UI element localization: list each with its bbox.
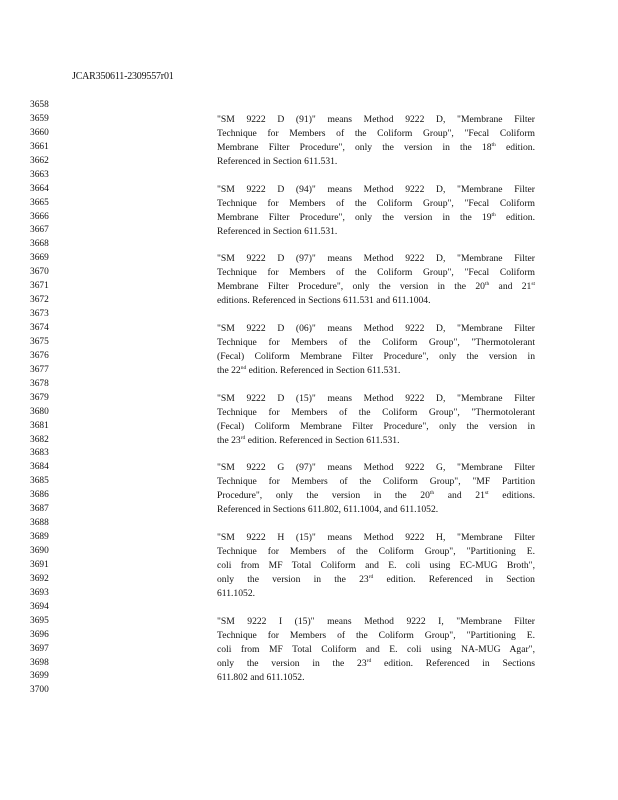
line-number: 3665 [30,197,49,208]
line-text: edition. Referenced in Sections [371,657,535,669]
line-text: Membrane Filter Procedure", only the version in the 20 [217,281,485,293]
line-text: Membrane Filter Procedure", only the version in the 18 [217,141,492,153]
definition-entry [217,615,535,685]
line-number: 3678 [30,378,49,389]
line-text: edition. Referenced in Section 611.531. [246,364,401,376]
definition-entry [217,392,535,448]
line-number: 3699 [30,671,49,682]
line-number: 3659 [30,113,49,124]
definition-line: Technique for Members of the Coliform Group", "Fecal Coliform [217,197,535,209]
line-number: 3672 [30,295,49,306]
line-number: 3691 [30,559,49,570]
ordinal-suffix: th [429,490,435,497]
line-text: only the version in the 23 [217,573,369,585]
definition-line [217,211,535,225]
definition-entry [217,322,535,378]
line-number: 3660 [30,127,49,138]
line-text: edition. Referenced in Section 611.531. [245,434,400,446]
ordinal-suffix: st [531,281,536,288]
line-number: 3683 [30,448,49,459]
line-text: editions. [488,490,535,502]
definition-line: 611.802 and 611.1052. [217,671,305,683]
definition-line: Technique for Members of the Coliform Group", "MF Partition [217,476,535,488]
ordinal-suffix: th [491,141,496,148]
line-number: 3688 [30,518,49,529]
definition-line: "SM 9222 G (97)" means Method 9222 G, "Membrane Filter [217,462,535,474]
line-number: 3677 [30,364,49,375]
definition-line: "SM 9222 D (15)" means Method 9222 D, "Membrane Filter [217,392,535,404]
line-text: edition. Referenced in Section [373,573,535,585]
definition-line [217,141,535,155]
definition-line: "SM 9222 D (94)" means Method 9222 D, "Membrane Filter [217,183,535,195]
line-number: 3679 [30,392,49,403]
line-number: 3676 [30,350,49,361]
line-text: and 21 [434,490,485,502]
definition-line: "SM 9222 D (91)" means Method 9222 D, "Membrane Filter [217,114,535,125]
definition-line: (Fecal) Coliform Membrane Filter Procedure", only the version in [217,420,535,432]
line-number: 3698 [30,657,49,668]
definitions-body [217,113,535,698]
ordinal-suffix: rd [366,657,372,664]
definition-line: Referenced in Section 611.531. [217,155,338,167]
line-number: 3682 [30,434,49,445]
line-number: 3700 [30,685,49,696]
ordinal-suffix: rd [240,434,246,441]
definition-line: "SM 9222 I (15)" means Method 9222 I, "Membrane Filter [217,615,535,627]
definition-line: editions. Referenced in Sections 611.531 and 611.1004. [217,295,431,307]
definition-line: Referenced in Section 611.531. [217,225,338,237]
line-text: only the version in the 23 [217,657,367,669]
definition-entry [217,183,535,239]
line-number: 3686 [30,490,49,501]
line-text: edition. [495,211,535,223]
definition-line: Technique for Members of the Coliform Group", "Thermotolerant [217,337,535,348]
line-text: the 22 [217,364,241,376]
line-number: 3658 [30,100,49,110]
definition-line: coli from MF Total Coliform and E. coli using EC-MUG Broth", [217,560,535,571]
document-id-header: JCAR350611-2309557r01 [72,71,174,82]
line-text: and 21 [489,281,532,293]
line-number: 3666 [30,211,49,222]
line-number: 3685 [30,476,49,487]
definition-entry [217,531,535,601]
definition-line [217,434,535,448]
definition-entry [217,461,535,517]
definition-entry [217,252,535,308]
line-text: Procedure", only the version in the 20 [217,490,430,502]
line-number: 3669 [30,253,49,264]
definition-line [217,489,535,503]
definition-line: Referenced in Sections 611.802, 611.1004, and 611.1052. [217,504,439,516]
line-number: 3671 [30,281,49,292]
line-text: Membrane Filter Procedure", only the version in the 19 [217,211,492,223]
definition-line: Technique for Members of the Coliform Group", "Thermotolerant [217,406,535,418]
line-number: 3696 [30,629,49,640]
line-number: 3663 [30,169,49,180]
line-text: edition. [495,141,535,153]
ordinal-suffix: th [491,211,496,218]
ordinal-suffix: rd [368,573,374,580]
definition-line [217,657,535,671]
ordinal-suffix: nd [240,364,247,371]
line-number: 3697 [30,643,49,654]
line-number: 3680 [30,406,49,417]
definition-line [217,364,535,378]
line-number: 3689 [30,532,49,543]
line-number: 3661 [30,141,49,152]
line-number: 3674 [30,323,49,333]
line-number: 3662 [30,155,49,166]
definition-line [217,280,535,294]
definition-line [217,573,535,587]
definition-entry [217,113,535,169]
definition-line: Technique for Members of the Coliform Group", "Partitioning E. [217,629,535,641]
line-number: 3681 [30,420,49,431]
line-number: 3670 [30,267,49,278]
line-number: 3695 [30,615,49,626]
definition-line: Technique for Members of the Coliform Group", "Fecal Coliform [217,127,535,139]
line-number: 3690 [30,546,49,556]
line-number: 3664 [30,183,49,194]
ordinal-suffix: th [484,281,490,288]
line-number: 3694 [30,601,49,612]
definition-line: "SM 9222 D (97)" means Method 9222 D, "Membrane Filter [217,253,535,265]
line-number: 3667 [30,225,49,236]
line-number: 3693 [30,587,49,598]
definition-line: Technique for Members of the Coliform Group", "Partitioning E. [217,546,535,558]
definition-line: "SM 9222 H (15)" means Method 9222 H, "Membrane Filter [217,532,535,544]
definition-line: 611.1052. [217,587,256,599]
definition-line: Technique for Members of the Coliform Group", "Fecal Coliform [217,267,535,279]
definition-line: coli from MF Total Coliform and E. coli using NA-MUG Agar", [217,643,535,655]
line-number: 3668 [30,239,49,250]
line-text: the 23 [217,434,241,446]
definition-line: "SM 9222 D (06)" means Method 9222 D, "Membrane Filter [217,323,535,335]
line-number: 3675 [30,336,49,347]
definition-line: (Fecal) Coliform Membrane Filter Procedure", only the version in [217,350,535,362]
line-number: 3673 [30,309,49,320]
ordinal-suffix: st [484,490,489,497]
line-number-column [30,99,70,698]
line-number: 3687 [30,504,49,515]
line-number: 3692 [30,573,49,584]
line-number: 3684 [30,462,49,473]
